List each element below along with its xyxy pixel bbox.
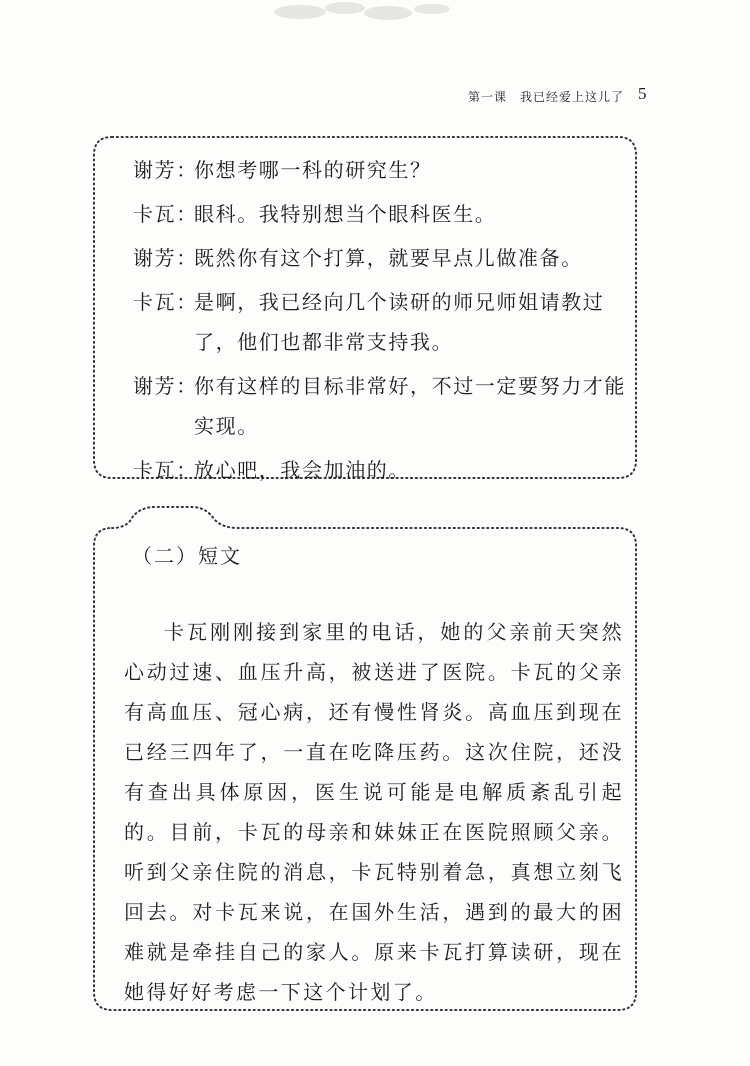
utterance: 是啊，我已经向几个读研的师兄师姐请教过了，他们也都非常支持我。	[194, 290, 605, 354]
speaker-label: 谢芳：	[133, 246, 198, 270]
dialogue-line	[133, 282, 633, 362]
utterance: 放心吧，我会加油的。	[194, 458, 410, 482]
dialogue-line	[133, 150, 633, 190]
speaker-label: 卡瓦：	[133, 202, 198, 226]
chapter-title: 第一课 我已经爱上这儿了	[468, 90, 625, 104]
speaker-label: 卡瓦：	[133, 290, 198, 314]
utterance: 你想考哪一科的研究生？	[194, 158, 432, 182]
utterance: 既然你有这个打算，就要早点儿做准备。	[194, 246, 583, 270]
section-title: （二）短文	[132, 544, 242, 568]
reading-passage: 卡瓦刚刚接到家里的电话，她的父亲前天突然心动过速、血压升高，被送进了医院。卡瓦的父亲有高血压、冠心病，还有慢性肾炎。高血压到现在已经三四年了，一直在吃降压药。这次住院，还没有查出具体原因，医生说可能是电解质紊乱引起的。目前，卡瓦的母亲和妹妹正在医院照顾父亲。听到父亲住院的消息，卡瓦特别着急，真想立刻飞回去。对卡瓦来说，在国外生活，遇到的最大的困难就是牵挂自己的家人。原来卡瓦打算读研，现在她得好好考虑一下这个计划了。	[124, 620, 624, 1004]
dialogue-line	[133, 450, 633, 490]
page-number: 5	[638, 84, 648, 103]
utterance: 眼科。我特别想当个眼科医生。	[194, 202, 497, 226]
dialogue-line	[133, 194, 633, 234]
dialogue-line	[133, 238, 633, 278]
speaker-label: 谢芳：	[133, 158, 198, 182]
dialogue-line	[133, 366, 633, 446]
speaker-label: 谢芳：	[133, 374, 198, 398]
utterance: 你有这样的目标非常好，不过一定要努力才能实现。	[194, 374, 626, 438]
dialogue-block	[133, 150, 633, 494]
speaker-label: 卡瓦：	[133, 458, 198, 482]
